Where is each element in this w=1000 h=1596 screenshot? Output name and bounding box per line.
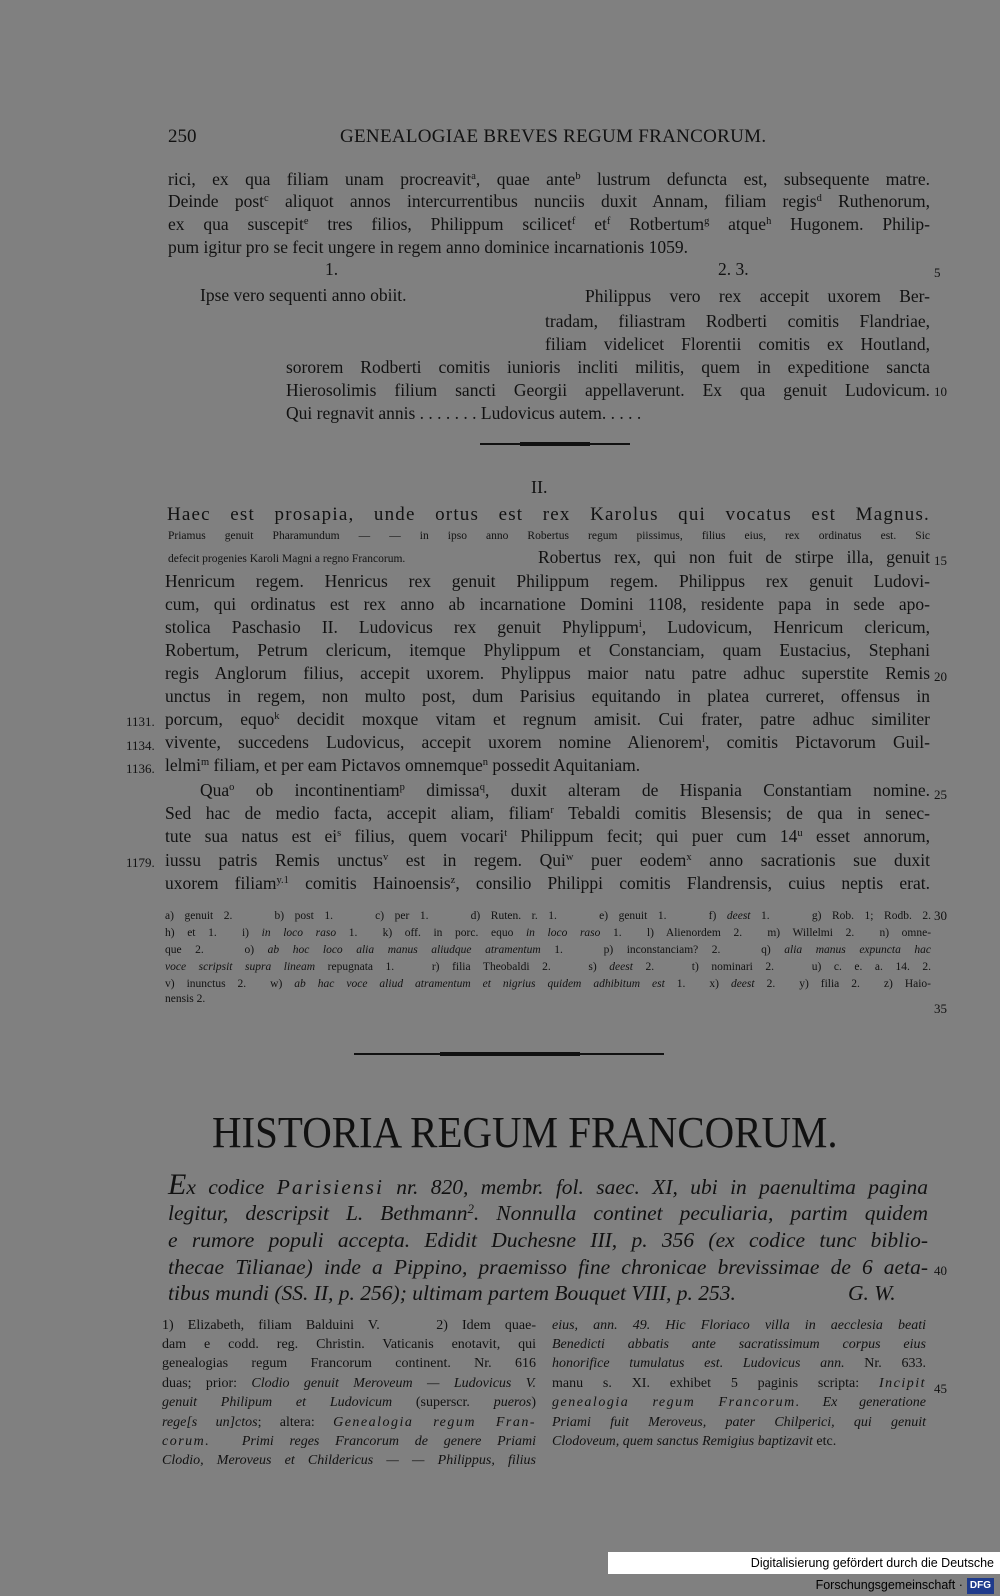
text-line: Hierosolimis filium sancti Georgii appellaverunt. Ex qua genuit Ludovicum.	[286, 380, 930, 400]
footnote-line: Benedicti abbatis ante sacratissimum corpus eius	[552, 1337, 926, 1352]
text-line: rici, ex qua filiam unam procreavit$^a$, quae ante$^b$ lustrum defuncta est, subsequente matre.	[168, 169, 930, 189]
margin-year: 1179.	[126, 855, 155, 870]
small-text-line: defecit progenies Karoli Magni a regno Francorum.	[168, 553, 406, 565]
left-column-text: Ipse vero sequenti anno obiit.	[200, 285, 407, 305]
footnote-line: genuit Philipum et Ludovicum (superscr. pueros)	[162, 1395, 536, 1410]
line-number: 20	[934, 669, 947, 684]
small-text-line: Priamus genuit Pharamundum — — in ipso anno Robertus regum piissimus, filius eius, rex ordinatus est. Sic	[168, 530, 930, 542]
variant-note: que 2. o) ab hoc loco alia manus aliudque atramentum 1. p) inconstanciam? 2. q) alia manus expuncta hac	[165, 944, 932, 956]
text-line: tute sua natus est $ei^s$ filius, quem vocari$^t$ Philippum fecit; qui puer cum 14$^u$ esset annorum,	[165, 826, 930, 846]
divider	[520, 442, 590, 446]
footnote-line: corum. Primi reges Francorum de genere Priami	[162, 1434, 536, 1449]
footnote-line: genealogias regum Francorum continent. Nr. 616	[162, 1356, 536, 1371]
footnote-line: honorifice tumulatus est. Ludovicus ann. Nr. 633.	[552, 1356, 926, 1371]
text-line: cum, qui ordinatus est rex anno ab incarnatione Domini 1108, residente papa in sede apo-	[165, 594, 930, 614]
text-line: pum igitur pro se fecit ungere in regem anno dominice incarnationis 1059.	[168, 237, 688, 257]
right-column-line: filiam videlicet Florentii comitis ex Houtland,	[545, 334, 930, 354]
line-number: 15	[934, 553, 947, 568]
text-line: Robertus rex, qui non fuit de stirpe illa, genuit	[538, 547, 930, 567]
section-heading: Haec est prosapia, unde ortus est rex Karolus qui vocatus est Magnus.	[167, 504, 930, 525]
text-line: uxorem filiam$^{y.1}$ comitis Hainoensis$^z$, consilio Philippi comitis Flandrensis, cuius neptis erat.	[165, 873, 930, 893]
text-line: stolica Paschasio II. Ludovicus rex genuit Phylippum$^i$, Ludovicum, Henricum clericum,	[165, 617, 930, 637]
variant-note: a) genuit 2. b) post 1. c) per 1. d) Ruten. r. 1. e) genuit 1. f) deest 1. g) Rob. 1; Rodb. 2.	[165, 910, 931, 922]
funding-banner	[608, 1552, 1000, 1592]
line-number: 40	[934, 1263, 947, 1278]
footnote-line: Clodoveum, quem sanctus Remigius baptizavit etc.	[552, 1434, 837, 1449]
divider	[440, 1052, 580, 1056]
page-number: 250	[168, 126, 197, 147]
line-number: 45	[934, 1381, 947, 1396]
intro-line: tibus mundi (SS. II, p. 256); ultimam partem Bouquet VIII, p. 253.	[168, 1281, 736, 1305]
intro-line: legitur, descripsit L. Bethmann$^2$. Nonnulla continet peculiaria, partim quidem	[168, 1201, 928, 1225]
footnote-line: duas; prior: Clodio genuit Meroveum — Ludovicus V.	[162, 1376, 537, 1391]
column-mark-right: 2. 3.	[718, 259, 749, 279]
footnote-line: Clodio, Meroveus et Childericus — — Philippus, filius	[162, 1453, 536, 1468]
text-line: sororem Rodberti comitis iunioris incliti militis, quem in expeditione sancta	[286, 357, 930, 377]
text-line: iussu patris Remis unctus$^v$ est in regem. Qui$^w$ puer eodem$^x$ anno sacrationis sue duxit	[165, 850, 930, 870]
line-number: 35	[934, 1001, 947, 1016]
right-column-line: tradam, filiastram Rodberti comitis Flandriae,	[545, 311, 930, 331]
variant-note: h) et 1. i) in loco raso 1. k) off. in porc. equo in loco raso 1. l) Alienordem 2. m) Willelmi 2. n) omne-	[165, 927, 932, 939]
text-line: unctus in regem, non multo post, dum Parisius equitando in platea curreret, offensus in	[165, 686, 930, 706]
running-title: GENEALOGIAE BREVES REGUM FRANCORUM.	[340, 126, 767, 147]
footnote-line: eius, ann. 49. Hic Floriaco villa in aecclesia beati	[552, 1318, 926, 1333]
intro-line: Ex codice Parisiensi nr. 820, membr. fol. saec. XI, ubi in paenultima pagina	[168, 1168, 928, 1201]
text-line: porcum, equo$^k$ decidit moxque vitam et regnum amisit. Cui frater, patre adhuc similiter	[165, 709, 930, 729]
footnote-line: Priami fuit Meroveus, pater Chilperici, qui genuit	[552, 1415, 926, 1430]
text-line: ex qua suscepit$^e$ tres filios, Philippum scilicet$^f$ $et^f$ Rotbertum$^g$ atque$^h$ Hugonem. Philip-	[168, 214, 931, 234]
footnote-line: rege[s un]ctos; altera: Genealogia regum Fran-	[162, 1415, 536, 1430]
line-number: 10	[934, 384, 947, 399]
line-number: 25	[934, 787, 947, 802]
text-line: Henricum regem. Henricus rex genuit Philippum regem. Philippus rex genuit Ludovi-	[165, 571, 930, 591]
footnote-line: 1) Elizabeth, filiam Balduini V. 2) Idem quae-	[162, 1318, 536, 1333]
text-line: Sed hac de medio facta, accepit aliam, filiam$^r$ Tebaldi comitis Blesensis; de qua in senec-	[165, 803, 930, 823]
text-line: lelmi$^m$ filiam, et per eam Pictavos omnemque$^n$ possedit Aquitaniam.	[165, 755, 641, 775]
editor-signature: G. W.	[848, 1281, 896, 1305]
funding-text: Digitalisierung gefördert durch die Deutsche Forschungsgemeinschaft ·	[750, 1556, 994, 1592]
main-title: HISTORIA REGUM FRANCORUM.	[212, 1108, 838, 1157]
footnote-line: genealogia regum Francorum. Ex generatione	[552, 1395, 926, 1410]
text-line: Qua$^o$ ob incontinentiam$^p$ dimissa$^q$, duxit alteram de Hispania Constantiam nomine.	[200, 780, 930, 800]
intro-line: e rumore populi accepta. Edidit Duchesne III, p. 356 (ex codice tunc biblio-	[168, 1228, 928, 1252]
margin-year: 1134.	[126, 738, 155, 753]
margin-year: 1131.	[126, 714, 155, 729]
text-line: Qui regnavit annis . . . . . . . Ludovicus autem. . . . .	[286, 403, 642, 423]
text-line: Robertum, Petrum clericum, itemque Phylippum et Constanciam, quam Eustacius, Stephani	[165, 640, 930, 660]
footnote-line: manu s. XI. exhibet 5 paginis scripta: Incipit	[552, 1376, 926, 1391]
intro-line: thecae Tilianae) inde a Pippino, praemisso fine chronicae brevissimae de 6 aeta-	[168, 1255, 928, 1279]
variant-note: nensis 2.	[165, 993, 206, 1005]
section-numeral: II.	[531, 477, 548, 497]
line-number: 30	[934, 908, 947, 923]
text-line: regis Anglorum filius, accepit uxorem. Phylippus maior natu patre adhuc superstite Remis	[165, 663, 930, 683]
column-mark-left: 1.	[325, 259, 339, 279]
line-number: 5	[934, 265, 941, 280]
dfg-logo: DFG	[967, 1578, 994, 1594]
text-line: Deinde post$^c$ aliquot annos intercurrentibus nunciis duxit Annam, filiam regis$^d$ Ruthenorum,	[168, 191, 930, 211]
footnote-line: dam e codd. reg. Christin. Vaticanis enotavit, qui	[162, 1337, 536, 1352]
right-column-line: Philippus vero rex accepit uxorem Ber-	[585, 286, 930, 306]
text-line: vivente, succedens Ludovicus, accepit uxorem nomine Alienorem$^l$, comitis Pictavorum Guil-	[165, 732, 930, 752]
variant-note: v) inunctus 2. w) ab hac voce aliud atramentum et nigrius quidem adhibitum est 1. x) deest 2. y) filia 2. z) Haio-	[165, 978, 932, 990]
margin-year: 1136.	[126, 761, 155, 776]
variant-note: voce scripsit supra lineam repugnata 1. r) filia Theobaldi 2. s) deest 2. t) nominari 2. u) c. e. a. 14. 2.	[165, 961, 931, 973]
